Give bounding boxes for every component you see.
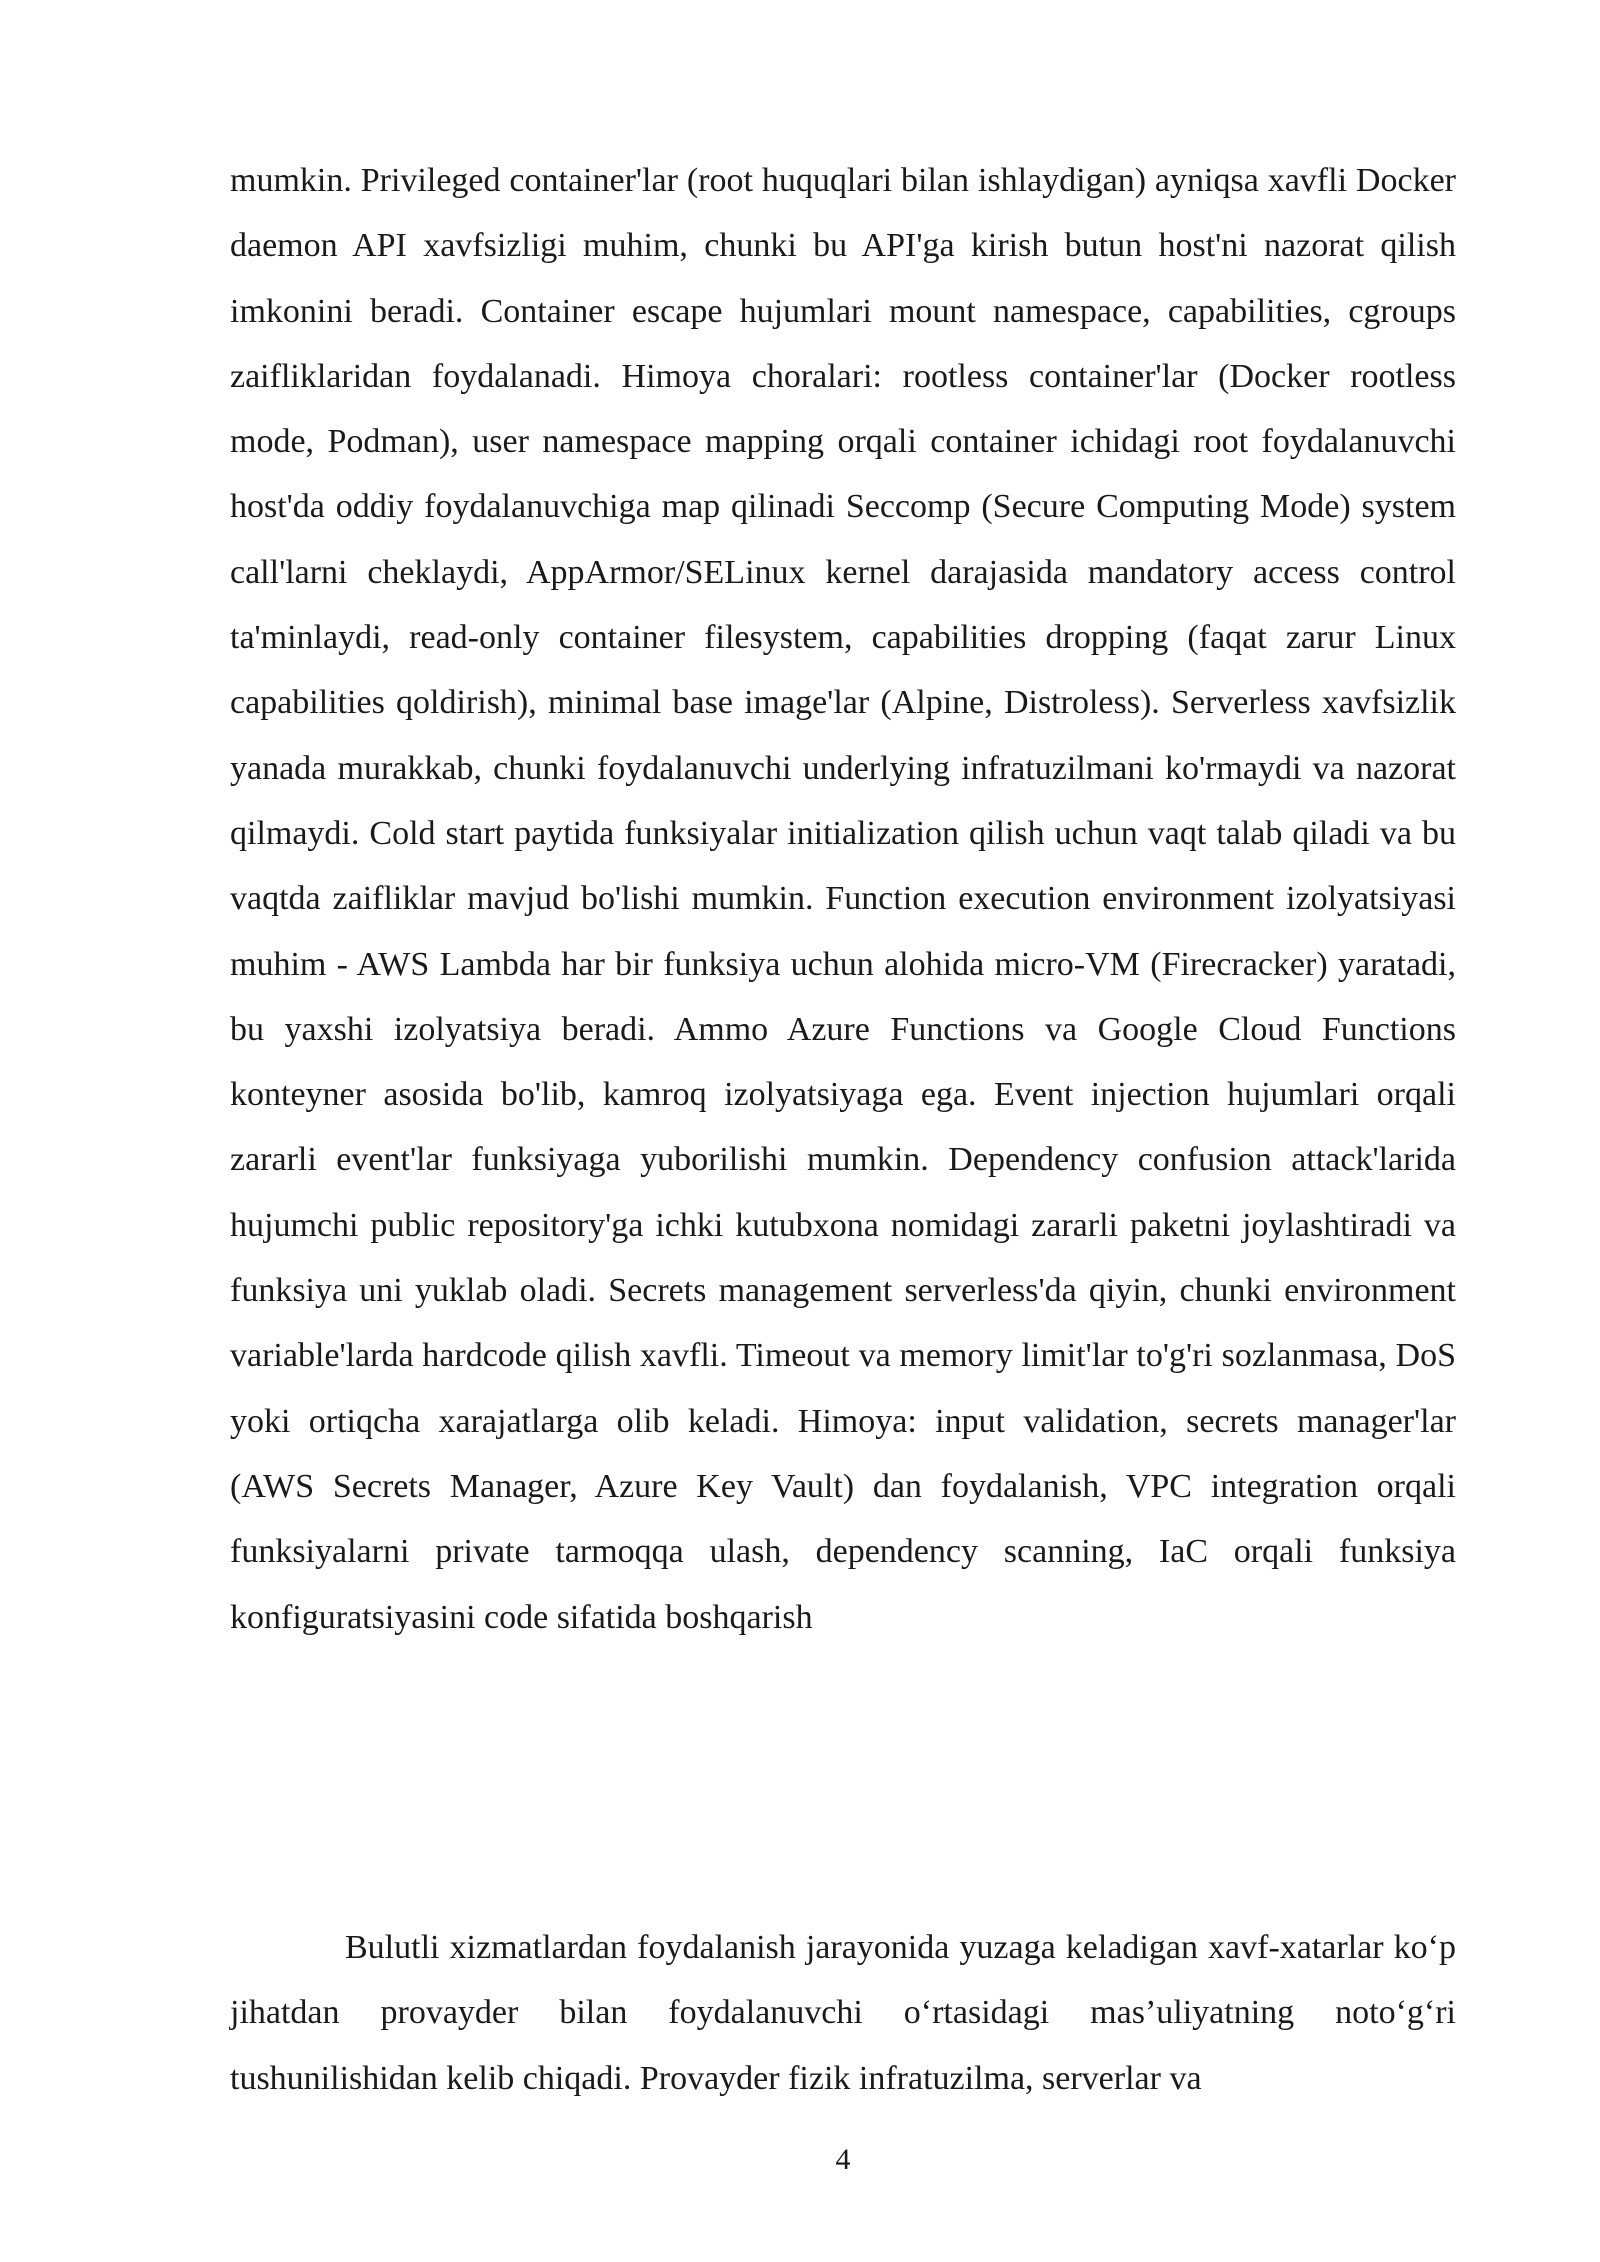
body-text-block <box>230 1915 1456 2111</box>
body-text-block <box>230 148 1456 1650</box>
paragraph: mumkin. Privileged container'lar (root huquqlari bilan ishlaydigan) ayniqsa xavfli Docker daemon API xavfsizligi muhim, chunki bu API'ga kirish butun host'ni nazorat qilish imkonini beradi. Container escape hujumlari mount namespace, capabilities, cgroups zaifliklaridan foydalanadi. Himoya choralari: rootless container'lar (Docker rootless mode, Podman), user namespace mapping orqali container ichidagi root foydalanuvchi host'da oddiy foydalanuvchiga map qilinadi Seccomp (Secure Computing Mode) system call'larni cheklaydi, AppArmor/SELinux kernel darajasida mandatory access control ta'minlaydi, read-only container filesystem, capabilities dropping (faqat zarur Linux capabilities qoldirish), minimal base image'lar (Alpine, Distroless). Serverless xavfsizlik yanada murakkab, chunki foydalanuvchi underlying infratuzilmani ko'rmaydi va nazorat qilmaydi. Cold start paytida funksiyalar initialization qilish uchun vaqt talab qiladi va bu vaqtda zaifliklar mavjud bo'lishi mumkin. Function execution environment izolyatsiyasi muhim - AWS Lambda har bir funksiya uchun alohida micro-VM (Firecracker) yaratadi, bu yaxshi izolyatsiya beradi. Ammo Azure Functions va Google Cloud Functions konteyner asosida bo'lib, kamroq izolyatsiyaga ega. Event injection hujumlari orqali zararli event'lar funksiyaga yuborilishi mumkin. Dependency confusion attack'larida hujumchi public repository'ga ichki kutubxona nomidagi zararli paketni joylashtiradi va funksiya uni yuklab oladi. Secrets management serverless'da qiyin, chunki environment variable'larda hardcode qilish xavfli. Timeout va memory limit'lar to'g'ri sozlanmasa, DoS yoki ortiqcha xarajatlarga olib keladi. Himoya: input validation, secrets manager'lar (AWS Secrets Manager, Azure Key Vault) dan foydalanish, VPC integration orqali funksiyalarni private tarmoqqa ulash, dependency scanning, IaC orqali funksiya konfiguratsiyasini code sifatida boshqarish <box>230 162 1456 1636</box>
page-number: 4 <box>835 2143 851 2176</box>
paragraph: Bulutli xizmatlardan foydalanish jarayonida yuzaga keladigan xavf-xatarlar ko‘p jihatdan provayder bilan foydalanuvchi o‘rtasidagi mas’uliyatning noto‘g‘ri tushunilishidan kelib chiqadi. Provayder fizik infratuzilma, serverlar va <box>230 1929 1456 2097</box>
